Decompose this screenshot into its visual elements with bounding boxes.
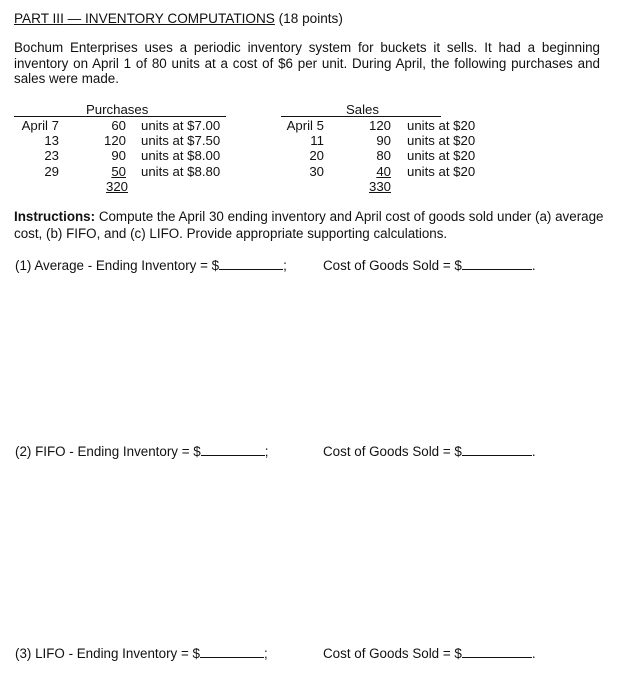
- purchases-heading: Purchases: [86, 102, 149, 117]
- average-ending-inventory-blank[interactable]: [219, 258, 283, 270]
- answer-end-period: .: [531, 646, 536, 661]
- question-fifo: [15, 444, 268, 459]
- lifo-ending-inventory-blank[interactable]: [200, 646, 264, 658]
- instructions-text: Compute the April 30 ending inventory and April cost of goods sold under (a) average cost, (b) FIFO, and (c) LIFO. Provide appropriate supporting calculations.: [14, 209, 604, 241]
- purchase-units: 120: [103, 133, 126, 149]
- question-lifo: [15, 646, 268, 661]
- sale-units: 80: [376, 148, 391, 164]
- purchase-date: 13: [44, 133, 59, 149]
- sale-units: 40: [376, 163, 391, 179]
- purchase-units: 90: [111, 148, 126, 164]
- purchase-total: 320: [106, 179, 129, 194]
- purchase-date: 29: [44, 163, 59, 179]
- section-title: [14, 11, 343, 26]
- answer-separator: ;: [264, 444, 269, 459]
- average-cogs-label: Cost of Goods Sold = $: [323, 258, 462, 273]
- fifo-ending-inventory-blank[interactable]: [201, 444, 265, 456]
- purchase-units: 50: [111, 163, 126, 179]
- average-cogs-blank[interactable]: [462, 258, 532, 270]
- purchase-desc: units at $7.50: [141, 133, 221, 149]
- purchase-date: 23: [44, 148, 59, 164]
- sale-date: 30: [309, 163, 324, 179]
- topic-label: INVENTORY COMPUTATIONS: [85, 11, 275, 26]
- answer-end-period: .: [531, 444, 536, 459]
- sales-heading: Sales: [346, 102, 379, 117]
- sale-units: 90: [376, 133, 391, 149]
- sale-date: 11: [310, 133, 324, 149]
- purchase-desc: units at $7.00: [141, 118, 221, 133]
- title-dash: —: [63, 11, 86, 26]
- sales-table: [281, 102, 501, 197]
- lifo-cogs-blank[interactable]: [462, 646, 532, 658]
- instructions-label: Instructions:: [14, 209, 96, 224]
- problem-intro: Bochum Enterprises uses a periodic inventory system for buckets it sells. It had a beginning inventory on April 1 of 80 units at a cost of $6 per unit. During April, the following purchases and sales were made.: [14, 40, 600, 86]
- sale-desc: units at $20: [407, 163, 476, 179]
- lifo-ending-inventory-label: (3) LIFO - Ending Inventory = $: [15, 646, 200, 661]
- lifo-cogs-label: Cost of Goods Sold = $: [323, 646, 462, 661]
- question-lifo-cogs: [323, 646, 536, 661]
- fifo-cogs-blank[interactable]: [462, 444, 532, 456]
- part-label: PART III: [14, 11, 64, 26]
- instructions: [14, 209, 604, 242]
- fifo-cogs-label: Cost of Goods Sold = $: [323, 444, 462, 459]
- sale-desc: units at $20: [407, 118, 476, 133]
- purchases-table: [14, 102, 244, 197]
- sale-date: April 5: [286, 118, 324, 133]
- question-average: [15, 258, 287, 273]
- sale-date: 20: [309, 148, 324, 164]
- answer-separator: ;: [263, 646, 268, 661]
- purchase-units: 60: [111, 118, 126, 133]
- points-label: (18 points): [274, 11, 343, 26]
- purchase-desc: units at $8.80: [141, 163, 221, 179]
- sale-total: 330: [369, 179, 392, 194]
- sale-units: 120: [368, 118, 391, 133]
- average-ending-inventory-label: (1) Average - Ending Inventory = $: [15, 258, 220, 273]
- question-fifo-cogs: [323, 444, 536, 459]
- question-average-cogs: [323, 258, 536, 273]
- purchase-desc: units at $8.00: [141, 148, 221, 164]
- sale-desc: units at $20: [407, 133, 476, 149]
- sale-desc: units at $20: [407, 148, 476, 164]
- answer-end-period: .: [531, 258, 536, 273]
- fifo-ending-inventory-label: (2) FIFO - Ending Inventory = $: [15, 444, 201, 459]
- answer-separator: ;: [283, 258, 287, 273]
- purchase-date: April 7: [21, 118, 59, 133]
